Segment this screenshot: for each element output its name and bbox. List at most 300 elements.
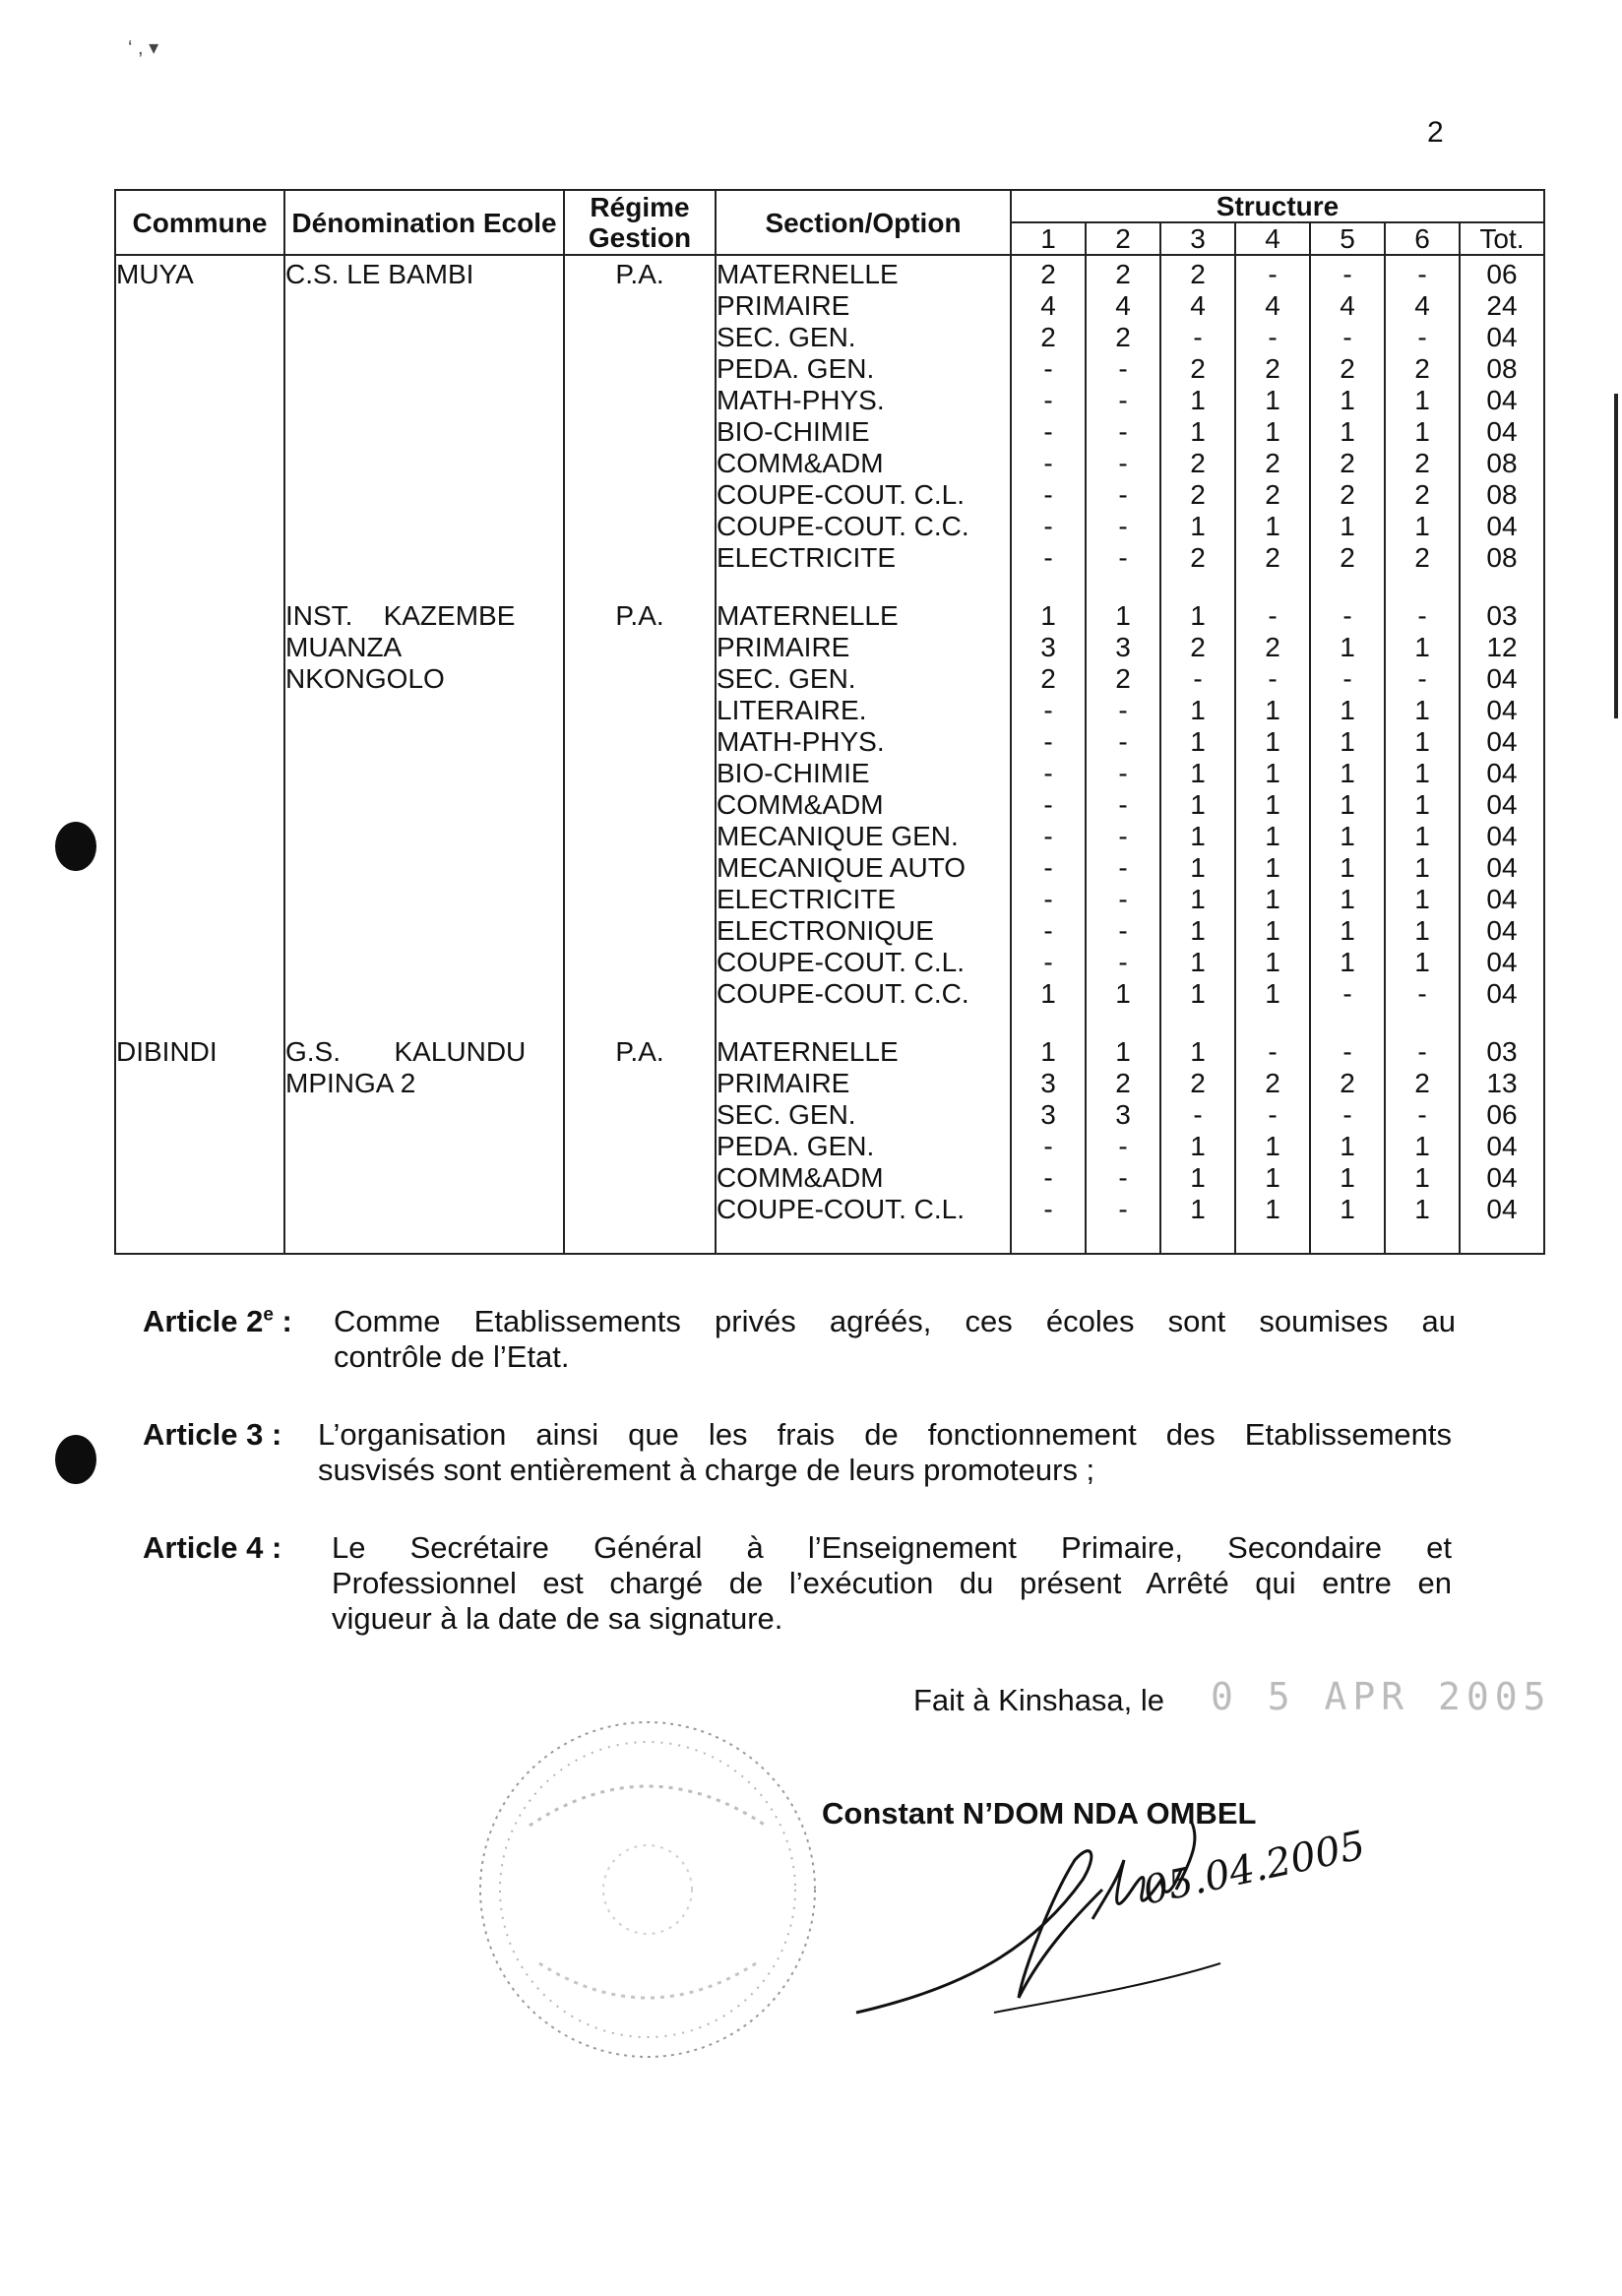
section-option: SEC. GEN. [717,663,856,694]
structure-value: - [1268,259,1278,289]
structure-value: 2 [1040,259,1056,289]
structure-value: - [1043,789,1053,820]
structure-value: 1 [1414,1194,1430,1224]
header-section: Section/Option [716,190,1011,255]
structure-value: - [1043,353,1053,384]
structure-column-cell [1160,597,1235,1033]
structure-value: 1 [1414,821,1430,851]
structure-value: 1 [1190,385,1206,415]
structure-value: 3 [1115,1099,1131,1130]
section-option: COMM&ADM [717,789,884,820]
structure-value: 1 [1190,852,1206,883]
total-value: 03 [1486,1036,1518,1067]
structure-value: 2 [1414,542,1430,573]
structure-value: - [1118,511,1128,541]
page-number: 2 [1427,116,1444,149]
structure-value: 1 [1040,1036,1056,1067]
table-row [115,1033,1544,1254]
header-column-number: Tot. [1460,222,1544,255]
total-value: 04 [1486,758,1518,788]
structure-value: 1 [1265,758,1280,788]
regime-value: P.A. [615,259,664,289]
structure-value: 1 [1190,511,1206,541]
signer-name: Constant N’DOM NDA OMBEL [822,1796,1257,1831]
handwritten-signature-image [846,1801,1370,2037]
total-value: 04 [1486,915,1518,946]
total-column-cell [1460,1033,1544,1254]
structure-value: 1 [1414,758,1430,788]
section-cell [716,1033,1011,1254]
school-group [115,597,1544,1033]
structure-value: 2 [1190,259,1206,289]
total-value: 04 [1486,416,1518,447]
school-group [115,255,1544,597]
structure-value: - [1118,789,1128,820]
school-name-cell [284,1033,564,1254]
article-label: Article 4 : [143,1530,282,1565]
structure-value: 1 [1190,726,1206,757]
regime-value: P.A. [615,1036,664,1067]
structure-value: - [1118,353,1128,384]
structure-value: - [1043,479,1053,510]
total-value: 04 [1486,947,1518,977]
structure-value: 2 [1414,1068,1430,1098]
structure-column-cell [1086,1033,1160,1254]
structure-value: 1 [1265,695,1280,725]
section-option: COMM&ADM [717,1162,884,1193]
structure-value: 2 [1265,1068,1280,1098]
structure-value: 2 [1340,353,1355,384]
structure-column-cell [1235,597,1310,1033]
section-option: MATERNELLE [717,1036,899,1067]
section-option: COUPE-COUT. C.L. [717,1194,966,1224]
structure-value: 1 [1414,416,1430,447]
structure-value: 2 [1340,448,1355,478]
total-value: 04 [1486,821,1518,851]
structure-value: 2 [1115,1068,1131,1098]
structure-value: 1 [1414,852,1430,883]
structure-value: 1 [1040,600,1056,631]
section-option: COUPE-COUT. C.C. [717,978,969,1009]
total-value: 06 [1486,1099,1518,1130]
structure-value: 2 [1340,542,1355,573]
structure-value: - [1342,978,1352,1009]
structure-column-cell [1310,1033,1385,1254]
commune-cell [115,597,284,1033]
structure-value: - [1417,322,1427,352]
section-option: MATH-PHYS. [717,726,885,757]
total-value: 08 [1486,479,1518,510]
structure-value: - [1342,322,1352,352]
structure-value: 1 [1340,884,1355,914]
total-value: 04 [1486,852,1518,883]
structure-value: - [1193,322,1203,352]
structure-value: - [1043,726,1053,757]
structure-value: 1 [1340,695,1355,725]
structure-value: 1 [1414,385,1430,415]
structure-value: - [1417,1036,1427,1067]
structure-value: 2 [1190,353,1206,384]
structure-value: - [1342,1099,1352,1130]
section-option: PRIMAIRE [717,632,850,662]
structure-value: 1 [1265,789,1280,820]
structure-value: 1 [1414,915,1430,946]
section-option: COUPE-COUT. C.L. [717,947,966,977]
school-name-cell [284,597,564,1033]
structure-value: - [1043,385,1053,415]
total-value: 04 [1486,884,1518,914]
structure-value: 2 [1414,448,1430,478]
structure-value: - [1043,1162,1053,1193]
structure-value: 1 [1340,511,1355,541]
total-value: 12 [1486,632,1518,662]
structure-value: - [1043,511,1053,541]
structure-value: 2 [1340,479,1355,510]
structure-column-cell [1160,1033,1235,1254]
article-label: Article 2e : [143,1304,292,1338]
structure-value: 1 [1340,789,1355,820]
total-value: 03 [1486,600,1518,631]
structure-value: 1 [1190,1036,1206,1067]
section-option: PRIMAIRE [717,1068,850,1098]
regime-cell [564,255,716,597]
structure-value: - [1268,1099,1278,1130]
section-option: LITERAIRE. [717,695,867,725]
structure-column-cell [1086,597,1160,1033]
stamped-date: 0 5 APR 2005 [1211,1675,1552,1718]
structure-value: 1 [1340,1131,1355,1161]
structure-value: - [1193,663,1203,694]
total-value: 04 [1486,1194,1518,1224]
structure-value: - [1043,758,1053,788]
total-value: 04 [1486,322,1518,352]
header-column-number: 1 [1011,222,1086,255]
structure-value: 3 [1040,1068,1056,1098]
total-value: 04 [1486,511,1518,541]
header-commune: Commune [115,190,284,255]
structure-value: 4 [1265,290,1280,321]
regime-value: P.A. [615,600,664,631]
structure-value: 1 [1115,978,1131,1009]
structure-value: 2 [1190,448,1206,478]
article-line: Comme Etablissements privés agréés, ces écoles sont soumises au [334,1304,1456,1338]
structure-value: 1 [1115,600,1131,631]
structure-value: 2 [1040,322,1056,352]
structure-value: 2 [1190,479,1206,510]
structure-value: - [1043,852,1053,883]
structure-value: 1 [1265,852,1280,883]
punch-hole-top [55,822,96,871]
structure-value: - [1118,852,1128,883]
total-value: 04 [1486,789,1518,820]
structure-value: - [1417,259,1427,289]
structure-value: 1 [1190,758,1206,788]
structure-value: - [1043,884,1053,914]
structure-value: 2 [1190,542,1206,573]
structure-value: 1 [1265,978,1280,1009]
commune-name: MUYA [116,259,194,289]
structure-value: 1 [1414,789,1430,820]
structure-value: 1 [1190,884,1206,914]
table-row [115,597,1544,1033]
structure-value: 1 [1414,947,1430,977]
commune-cell [115,255,284,597]
school-name-line: INST. KAZEMBE [285,600,516,631]
structure-value: 1 [1340,1162,1355,1193]
structure-value: 2 [1115,322,1131,352]
structure-value: 2 [1414,353,1430,384]
structure-value: - [1118,695,1128,725]
structure-value: 1 [1115,1036,1131,1067]
structure-value: - [1417,663,1427,694]
structure-value: 1 [1340,821,1355,851]
structure-value: - [1342,259,1352,289]
section-option: COUPE-COUT. C.L. [717,479,966,510]
structure-value: - [1118,821,1128,851]
article-line: contrôle de l’Etat. [334,1339,570,1374]
total-value: 04 [1486,385,1518,415]
structure-value: - [1043,448,1053,478]
total-value: 24 [1486,290,1518,321]
header-denomination: Dénomination Ecole [284,190,564,255]
section-option: ELECTRONIQUE [717,915,934,946]
section-option: MECANIQUE AUTO [717,852,967,883]
structure-column-cell [1011,1033,1086,1254]
structure-value: - [1118,726,1128,757]
structure-value: 1 [1340,726,1355,757]
structure-column-cell [1385,255,1460,597]
school-group [115,1033,1544,1254]
structure-value: - [1118,448,1128,478]
structure-value: 1 [1340,632,1355,662]
scan-edge-line [1614,394,1618,718]
structure-value: 2 [1265,353,1280,384]
total-column-cell [1460,255,1544,597]
structure-value: - [1118,1194,1128,1224]
structure-value: 2 [1265,632,1280,662]
official-seal-image [470,1707,825,2072]
structure-value: 1 [1340,852,1355,883]
school-name-line: NKONGOLO [285,663,445,694]
structure-value: 1 [1340,915,1355,946]
structure-value: 2 [1190,1068,1206,1098]
header-regime: Régime Gestion [564,190,716,255]
commune-cell [115,1033,284,1254]
article-line: vigueur à la date de sa signature. [332,1601,783,1636]
section-option: MECANIQUE GEN. [717,821,959,851]
structure-column-cell [1235,255,1310,597]
structure-value: 1 [1265,385,1280,415]
structure-value: - [1268,1036,1278,1067]
total-value: 04 [1486,695,1518,725]
header-column-number: 2 [1086,222,1160,255]
structure-value: 1 [1414,884,1430,914]
structure-value: 1 [1040,978,1056,1009]
total-column-cell [1460,597,1544,1033]
structure-value: 1 [1340,416,1355,447]
header-column-number: 3 [1160,222,1235,255]
article-line: L’organisation ainsi que les frais de fonctionnement des Etablissements [318,1417,1452,1452]
structure-value: 1 [1190,695,1206,725]
section-option: BIO-CHIMIE [717,416,870,447]
total-value: 04 [1486,726,1518,757]
section-option: COMM&ADM [717,448,884,478]
structure-value: 1 [1414,632,1430,662]
total-value: 04 [1486,978,1518,1009]
structure-column-cell [1011,255,1086,597]
structure-value: 2 [1265,479,1280,510]
section-option: PEDA. GEN. [717,1131,875,1161]
structure-value: 3 [1040,632,1056,662]
structure-value: - [1043,821,1053,851]
svg-text:05.04.2005: 05.04.2005 [1139,1823,1370,1914]
structure-value: 1 [1265,1194,1280,1224]
structure-value: 2 [1040,663,1056,694]
structure-value: 1 [1265,821,1280,851]
structure-value: - [1193,1099,1203,1130]
header-column-number: 5 [1310,222,1385,255]
structure-value: - [1043,1194,1053,1224]
article-text [332,1530,1452,1637]
structure-value: 1 [1265,915,1280,946]
header-column-number: 4 [1235,222,1310,255]
section-option: COUPE-COUT. C.C. [717,511,969,541]
structure-value: - [1342,1036,1352,1067]
table-row [115,255,1544,597]
structure-value: 4 [1190,290,1206,321]
regime-cell [564,597,716,1033]
structure-value: 1 [1190,416,1206,447]
commune-name: DIBINDI [116,1036,218,1067]
structure-value: - [1342,663,1352,694]
section-cell [716,597,1011,1033]
structure-value: 1 [1414,695,1430,725]
structure-value: 1 [1265,1162,1280,1193]
structure-value: 1 [1190,600,1206,631]
structure-value: 1 [1265,884,1280,914]
commune-name [116,600,283,632]
structure-value: - [1118,947,1128,977]
structure-value: - [1043,1131,1053,1161]
article-line: Professionnel est chargé de l’exécution du présent Arrêté qui entre en [332,1566,1452,1600]
structure-column-cell [1086,255,1160,597]
header-column-number: 6 [1385,222,1460,255]
structure-table-wrapper [114,189,1545,1255]
structure-column-cell [1160,255,1235,597]
structure-value: - [1043,915,1053,946]
total-value: 13 [1486,1068,1518,1098]
total-value: 06 [1486,259,1518,289]
structure-value: - [1417,600,1427,631]
structure-value: - [1417,978,1427,1009]
section-option: MATERNELLE [717,259,899,289]
total-value: 08 [1486,542,1518,573]
section-option: ELECTRICITE [717,884,897,914]
regime-cell [564,1033,716,1254]
section-option: PRIMAIRE [717,290,850,321]
structure-value: - [1118,1131,1128,1161]
structure-value: - [1118,915,1128,946]
structure-value: 1 [1190,1162,1206,1193]
structure-column-cell [1235,1033,1310,1254]
section-option: SEC. GEN. [717,1099,856,1130]
school-name-line: MUANZA [285,632,403,662]
header-structure: Structure [1011,190,1544,222]
structure-column-cell [1310,255,1385,597]
structure-value: 3 [1040,1099,1056,1130]
section-option: MATERNELLE [717,600,899,631]
article-line: susvisés sont entièrement à charge de leurs promoteurs ; [318,1453,1095,1487]
structure-value: 1 [1414,1131,1430,1161]
section-cell [716,255,1011,597]
structure-value: - [1268,663,1278,694]
structure-value: 3 [1115,632,1131,662]
structure-table [114,189,1545,1255]
structure-value: 1 [1414,726,1430,757]
school-name-line: C.S. LE BAMBI [285,259,474,289]
structure-value: 1 [1340,385,1355,415]
place-date-text: Fait à Kinshasa, le [913,1683,1165,1717]
article-text [318,1417,1452,1488]
school-name-cell [284,255,564,597]
structure-value: 1 [1190,978,1206,1009]
structure-value: - [1268,322,1278,352]
structure-value: 1 [1190,1194,1206,1224]
structure-column-cell [1310,597,1385,1033]
structure-value: 4 [1040,290,1056,321]
section-option: SEC. GEN. [717,322,856,352]
article-label: Article 3 : [143,1417,282,1452]
structure-value: - [1342,600,1352,631]
structure-value: 2 [1265,448,1280,478]
structure-column-cell [1011,597,1086,1033]
total-value: 04 [1486,663,1518,694]
structure-value: 4 [1115,290,1131,321]
structure-value: 4 [1340,290,1355,321]
structure-value: - [1417,1099,1427,1130]
structure-value: - [1118,385,1128,415]
structure-column-cell [1385,1033,1460,1254]
structure-value: 1 [1265,416,1280,447]
structure-value: - [1043,416,1053,447]
structure-value: - [1268,600,1278,631]
structure-value: - [1118,1162,1128,1193]
total-value: 08 [1486,448,1518,478]
structure-value: 1 [1265,726,1280,757]
total-value: 04 [1486,1162,1518,1193]
structure-value: - [1043,947,1053,977]
structure-value: 1 [1265,1131,1280,1161]
section-option: PEDA. GEN. [717,353,875,384]
structure-value: 1 [1190,947,1206,977]
structure-value: 2 [1265,542,1280,573]
total-value: 04 [1486,1131,1518,1161]
article-line: Le Secrétaire Général à l’Enseignement Primaire, Secondaire et [332,1530,1452,1565]
structure-value: 2 [1190,632,1206,662]
structure-value: - [1118,416,1128,447]
structure-value: 1 [1414,511,1430,541]
structure-value: - [1118,479,1128,510]
section-option: BIO-CHIMIE [717,758,870,788]
structure-value: 2 [1340,1068,1355,1098]
structure-value: 1 [1414,1162,1430,1193]
structure-value: 1 [1190,789,1206,820]
scan-mark: ‘ , ▾ [128,37,159,59]
structure-value: 1 [1340,947,1355,977]
structure-value: - [1118,542,1128,573]
structure-value: - [1043,542,1053,573]
school-name-line: G.S. KALUNDU [285,1036,527,1067]
